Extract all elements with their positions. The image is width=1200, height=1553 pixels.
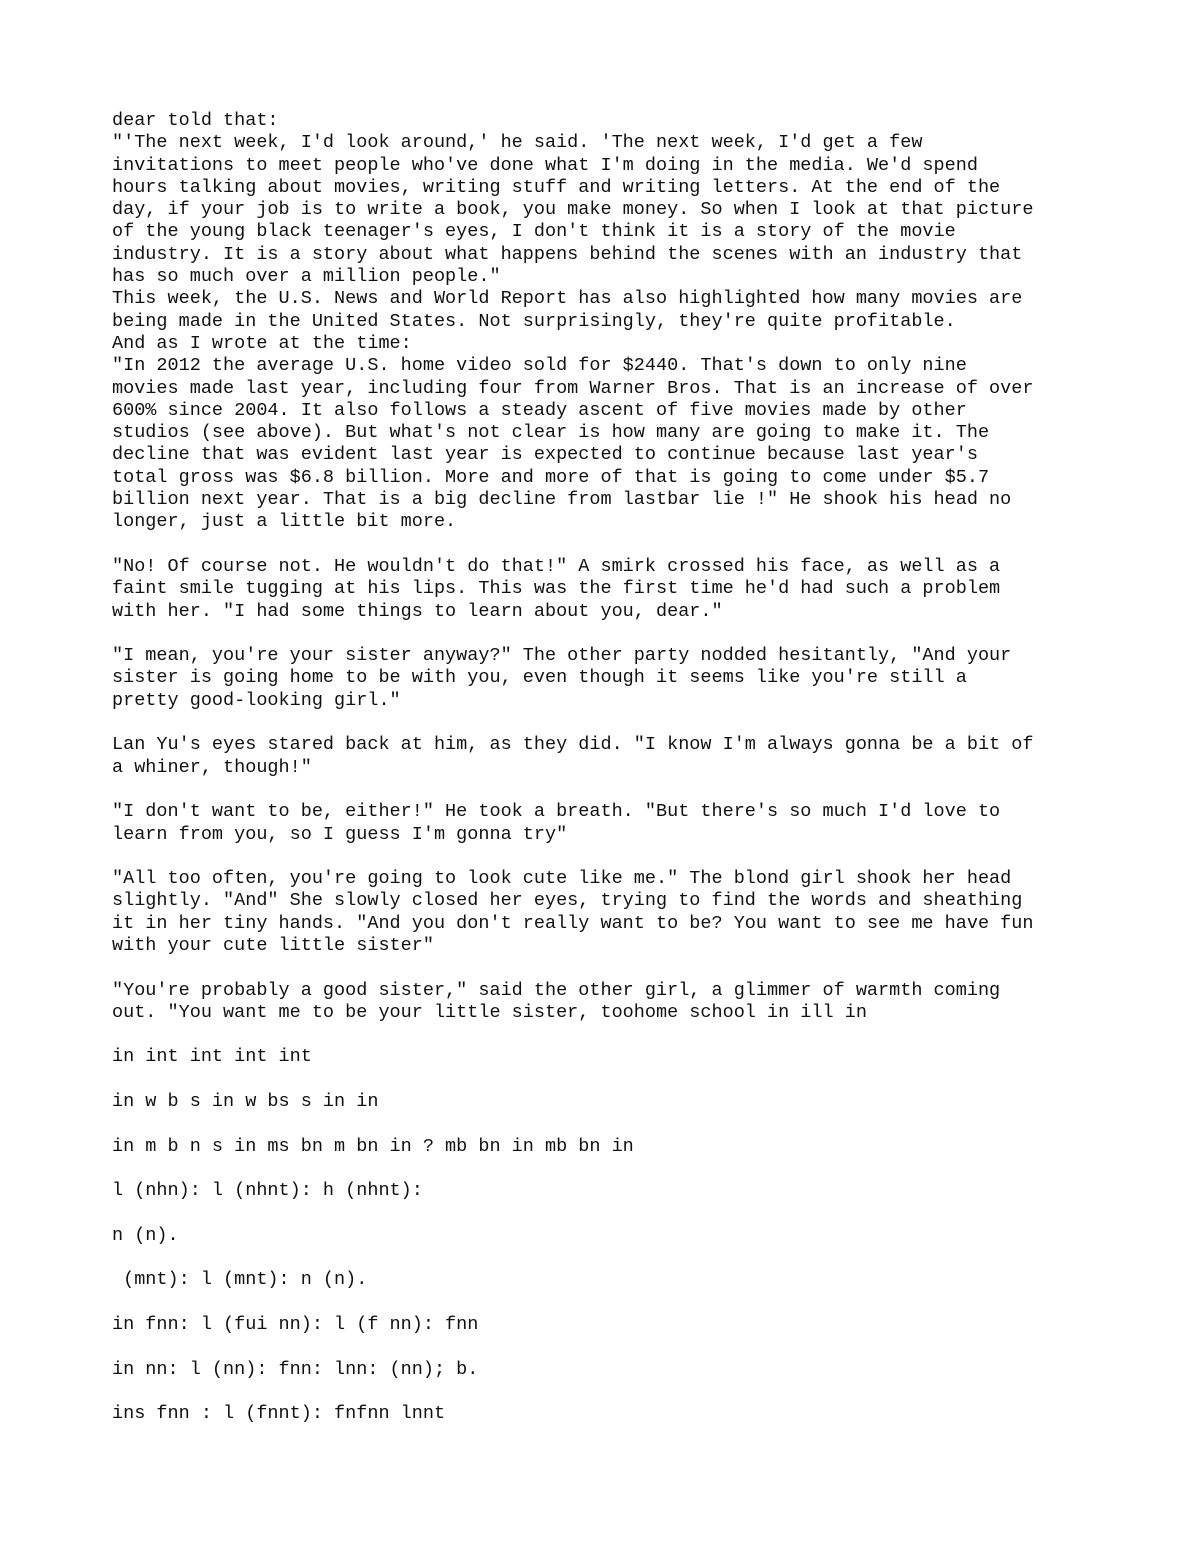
paragraph-spacer (112, 1024, 1112, 1046)
paragraph-spacer (112, 1203, 1112, 1225)
text-line: "You're probably a good sister," said the other girl, a glimmer of warmth coming (112, 979, 1001, 1001)
text-line: industry. It is a story about what happens behind the scenes with an industry that (112, 243, 1023, 265)
text-line: in int int int int (112, 1046, 312, 1068)
text-line: longer, just a little bit more. (112, 511, 457, 533)
text-line: invitations to meet people who've done what I'm doing in the media. We'd spend (112, 154, 978, 176)
text-line: in nn: l (nn): fnn: lnn: (nn); b. (112, 1358, 479, 1380)
text-line: with her. "I had some things to learn about you, dear." (112, 600, 723, 622)
text-line: total gross was $6.8 billion. More and more of that is going to come under $5.7 (112, 466, 990, 488)
text-line: "I mean, you're your sister anyway?" The other party nodded hesitantly, "And your (112, 645, 1012, 667)
text-line: Lan Yu's eyes stared back at him, as they did. "I know I'm always gonna be a bit of (112, 734, 1034, 756)
paragraph (112, 1359, 1112, 1381)
paragraph-spacer (112, 779, 1112, 801)
text-line: l (nhn): l (nhnt): h (nhnt): (112, 1180, 423, 1202)
paragraph (112, 1180, 1112, 1202)
paragraph (112, 556, 1112, 623)
paragraph-spacer (112, 1247, 1112, 1269)
text-line: with your cute little sister" (112, 934, 434, 956)
text-line: pretty good-looking girl." (112, 689, 401, 711)
paragraph-spacer (112, 1336, 1112, 1358)
text-line: "In 2012 the average U.S. home video sold for $2440. That's down to only nine (112, 355, 967, 377)
paragraph (112, 734, 1112, 779)
text-line: in fnn: l (fui nn): l (f nn): fnn (112, 1314, 479, 1336)
paragraph-spacer (112, 1113, 1112, 1135)
paragraph (112, 1225, 1112, 1247)
paragraph-spacer (112, 1381, 1112, 1403)
text-line: n (n). (112, 1224, 179, 1246)
text-line: "All too often, you're going to look cute like me." The blond girl shook her head (112, 868, 1012, 890)
text-line: billion next year. That is a big decline from lastbar lie !" He shook his head no (112, 489, 1012, 511)
paragraph (112, 980, 1112, 1025)
text-line: day, if your job is to write a book, you make money. So when I look at that picture (112, 199, 1034, 221)
text-line: has so much over a million people." (112, 266, 501, 288)
paragraph (112, 1136, 1112, 1158)
paragraph-spacer (112, 534, 1112, 556)
paragraph (112, 1403, 1112, 1425)
text-line: "'The next week, I'd look around,' he said. 'The next week, I'd get a few (112, 132, 923, 154)
text-line: decline that was evident last year is expected to continue because last year's (112, 444, 978, 466)
paragraph-spacer (112, 1069, 1112, 1091)
paragraph (112, 868, 1112, 957)
text-line: dear told that: (112, 110, 279, 131)
paragraph (112, 110, 1112, 534)
text-line: in w b s in w bs s in in (112, 1091, 379, 1113)
paragraph (112, 1091, 1112, 1113)
document-page (112, 110, 1112, 1426)
paragraph-spacer (112, 712, 1112, 734)
text-line: sister is going home to be with you, even though it seems like you're still a (112, 667, 967, 689)
text-line: This week, the U.S. News and World Report has also highlighted how many movies are (112, 288, 1023, 310)
paragraph (112, 1314, 1112, 1336)
text-line: (mnt): l (mnt): n (n). (112, 1269, 368, 1291)
text-line: ins fnn : l (fnnt): fnfnn lnnt (112, 1403, 446, 1425)
text-line: 600% since 2004. It also follows a steady ascent of five movies made by other (112, 399, 967, 421)
text-line: a whiner, though!" (112, 756, 312, 778)
text-line: in m b n s in ms bn m bn in ? mb bn in mb bn in (112, 1135, 634, 1157)
text-line: of the young black teenager's eyes, I don't think it is a story of the movie (112, 221, 956, 243)
paragraph (112, 1046, 1112, 1068)
text-line: And as I wrote at the time: (112, 332, 412, 354)
paragraph (112, 1269, 1112, 1291)
text-line: being made in the United States. Not surprisingly, they're quite profitable. (112, 310, 956, 332)
text-line: hours talking about movies, writing stuff and writing letters. At the end of the (112, 176, 1001, 198)
text-line: it in her tiny hands. "And you don't really want to be? You want to see me have fun (112, 912, 1034, 934)
paragraph (112, 801, 1112, 846)
text-line: "No! Of course not. He wouldn't do that!" A smirk crossed his face, as well as a (112, 555, 1001, 577)
text-line: faint smile tugging at his lips. This was the first time he'd had such a problem (112, 578, 1001, 600)
paragraph-spacer (112, 1158, 1112, 1180)
paragraph (112, 645, 1112, 712)
paragraph-spacer (112, 846, 1112, 868)
paragraph-spacer (112, 623, 1112, 645)
text-line: slightly. "And" She slowly closed her eyes, trying to find the words and sheathing (112, 890, 1023, 912)
text-line: out. "You want me to be your little sister, toohome school in ill in (112, 1001, 867, 1023)
paragraph-spacer (112, 957, 1112, 979)
text-line: learn from you, so I guess I'm gonna try" (112, 823, 568, 845)
text-line: movies made last year, including four from Warner Bros. That is an increase of over (112, 377, 1034, 399)
text-line: "I don't want to be, either!" He took a breath. "But there's so much I'd love to (112, 801, 1001, 823)
paragraph-spacer (112, 1292, 1112, 1314)
text-line: studios (see above). But what's not clear is how many are going to make it. The (112, 422, 990, 444)
